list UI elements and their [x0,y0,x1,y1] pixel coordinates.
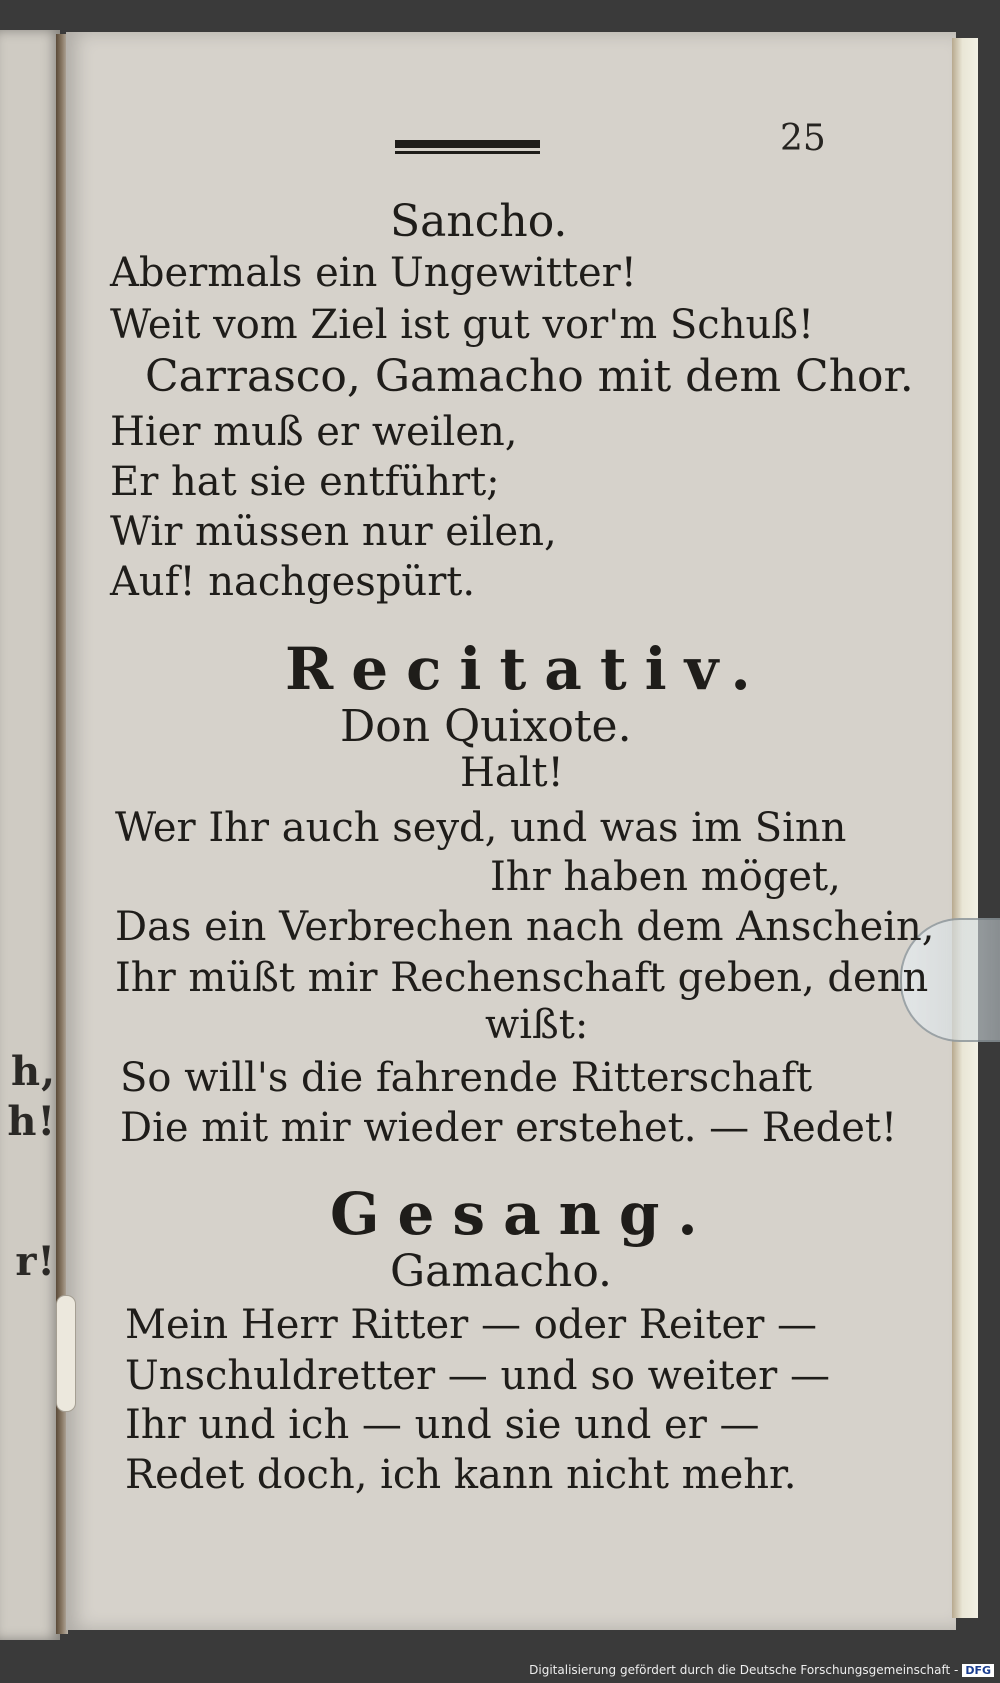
verse-line: Das ein Verbrechen nach dem Anschein, [115,904,935,950]
left-page-fragment: r! [15,1238,56,1285]
verse-line: Hier muß er weilen, [110,409,518,455]
footer-text: Digitalisierung gefördert durch die Deutsche Forschungsgemeinschaft - [529,1663,959,1677]
verse-line: Die mit mir wieder erstehet. — Redet! [120,1105,898,1151]
verse-line: Ihr und ich — und sie und er — [125,1402,760,1448]
verse-line: Redet doch, ich kann nicht mehr. [125,1452,797,1498]
verse-line: So will's die fahrende Ritterschaft [120,1055,813,1101]
verse-line: Ihr haben möget, [490,854,841,900]
verse-line: Er hat sie entführt; [110,459,500,505]
speaker-carrasco-gamacho: Carrasco, Gamacho mit dem Chor. [145,351,914,402]
verse-line: Ihr müßt mir Rechenschaft geben, denn [115,955,929,1001]
verse-line: Mein Herr Ritter — oder Reiter — [125,1302,818,1348]
verse-line: Auf! nachgespürt. [110,559,476,605]
verse-line: Wir müssen nur eilen, [110,509,557,555]
dfg-logo: DFG [962,1664,994,1677]
left-page-fragment: h! [7,1098,56,1145]
verse-line: wißt: [485,1002,589,1048]
section-heading-recitativ: Recitativ. [285,635,769,703]
verse-line: Wer Ihr auch seyd, und was im Sinn [115,805,847,851]
speaker-gamacho: Gamacho. [390,1246,613,1297]
left-page-fragment: h, [10,1048,56,1095]
page-number: 25 [780,118,826,159]
verse-line: Halt! [460,750,564,796]
digitization-footer [529,1663,994,1677]
speaker-don-quixote: Don Quixote. [340,701,632,752]
speaker-sancho: Sancho. [390,196,568,247]
verse-line: Weit vom Ziel ist gut vor'm Schuß! [110,302,815,348]
verse-line: Abermals ein Ungewitter! [110,250,637,296]
section-heading-gesang: Gesang. [330,1180,716,1248]
verse-line: Unschuldretter — und so weiter — [125,1353,830,1399]
